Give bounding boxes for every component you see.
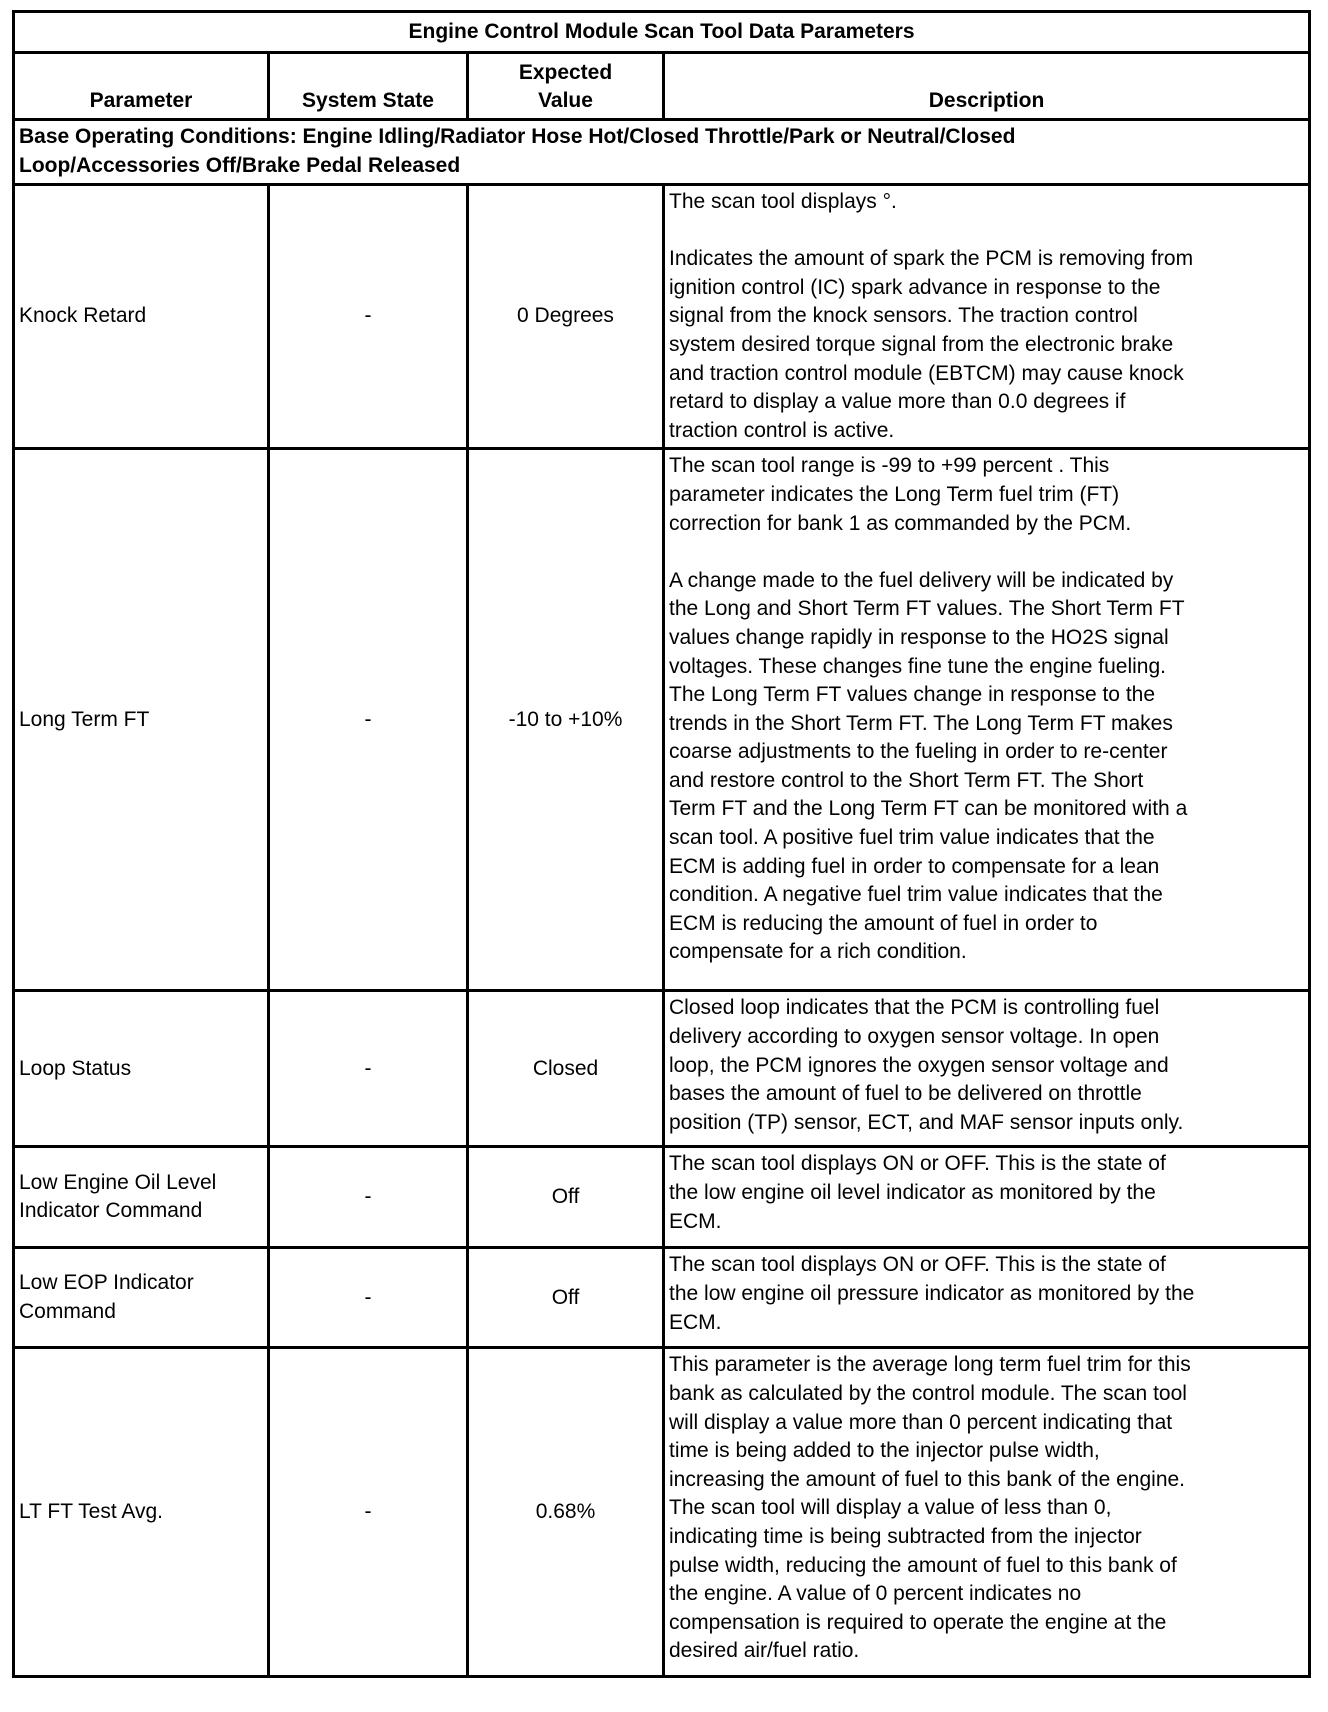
description-line: pulse width, reducing the amount of fuel to this bank of xyxy=(669,1553,1177,1577)
parameter-cell xyxy=(14,1348,269,1677)
description-line: the engine. A value of 0 percent indicates no xyxy=(669,1582,1082,1606)
expected-value-cell: 0 Degrees xyxy=(468,185,664,449)
header-value-line: Value xyxy=(538,89,593,113)
description-line: ECM is reducing the amount of fuel in order to xyxy=(669,911,1098,935)
description-line: compensate for a rich condition. xyxy=(669,940,967,964)
parameter-name: Indicator Command xyxy=(19,1199,203,1223)
description-line: trends in the Short Term FT. The Long Term FT makes xyxy=(669,711,1173,735)
description-line: A change made to the fuel delivery will be indicated by xyxy=(669,568,1174,592)
table-row xyxy=(14,991,1310,1147)
description-line: parameter indicates the Long Term fuel trim (FT) xyxy=(669,482,1120,506)
base-conditions-line: Loop/Accessories Off/Brake Pedal Released xyxy=(19,154,461,177)
description-line: coarse adjustments to the fueling in order to re-center xyxy=(669,740,1168,764)
description-line: ECM. xyxy=(669,1209,722,1233)
description-line: delivery according to oxygen sensor voltage. In open xyxy=(669,1024,1160,1048)
description-line: scan tool. A positive fuel trim value indicates that the xyxy=(669,826,1155,850)
table-row xyxy=(14,449,1310,991)
paragraph-gap xyxy=(669,217,1305,246)
description-line: bases the amount of fuel to be delivered on throttle xyxy=(669,1082,1142,1106)
description-line: ignition control (IC) spark advance in response to the xyxy=(669,275,1161,299)
system-state-cell: - xyxy=(269,1248,468,1348)
expected-value-cell: -10 to +10% xyxy=(468,449,664,991)
description-line: traction control is active. xyxy=(669,418,895,442)
table-title: Engine Control Module Scan Tool Data Parameters xyxy=(14,12,1310,53)
description-cell xyxy=(664,185,1310,449)
parameter-name: Long Term FT xyxy=(19,707,150,731)
description-line: position (TP) sensor, ECT, and MAF sensor inputs only. xyxy=(669,1110,1184,1134)
base-operating-conditions xyxy=(14,120,1310,185)
system-state-cell: - xyxy=(269,185,468,449)
description-line: the low engine oil level indicator as monitored by the xyxy=(669,1180,1156,1204)
description-line: bank as calculated by the control module. The scan tool xyxy=(669,1381,1187,1405)
parameter-cell xyxy=(14,449,269,991)
parameter-cell xyxy=(14,1147,269,1248)
parameter-cell xyxy=(14,1248,269,1348)
description-line: ECM. xyxy=(669,1310,722,1334)
description-line: The scan tool range is -99 to +99 percent . This xyxy=(669,454,1110,478)
scan-tool-data-table xyxy=(12,10,1311,1678)
description-line: the low engine oil pressure indicator as monitored by the xyxy=(669,1281,1195,1305)
header-system-state: System State xyxy=(269,53,468,120)
description-line: voltages. These changes fine tune the engine fueling. xyxy=(669,654,1166,678)
description-line: signal from the knock sensors. The traction control xyxy=(669,304,1138,328)
description-line: The scan tool displays °. xyxy=(669,190,897,213)
expected-value-cell: 0.68% xyxy=(468,1348,664,1677)
description-line: compensation is required to operate the engine at the xyxy=(669,1610,1167,1634)
header-row xyxy=(14,53,1310,120)
description-line: The scan tool will display a value of less than 0, xyxy=(669,1496,1112,1520)
expected-value-cell: Off xyxy=(468,1248,664,1348)
header-expected-line: Expected xyxy=(518,60,613,84)
system-state-cell: - xyxy=(269,991,468,1147)
description-line: and restore control to the Short Term FT. The Short xyxy=(669,768,1144,792)
description-line: increasing the amount of fuel to this bank of the engine. xyxy=(669,1467,1186,1491)
description-cell xyxy=(664,1248,1310,1348)
header-expected-value xyxy=(468,53,664,120)
description-line: the Long and Short Term FT values. The Short Term FT xyxy=(669,597,1185,621)
description-line: Closed loop indicates that the PCM is controlling fuel xyxy=(669,996,1160,1020)
table-row xyxy=(14,1348,1310,1677)
description-line: values change rapidly in response to the HO2S signal xyxy=(669,625,1169,649)
paragraph-gap xyxy=(669,538,1305,567)
parameter-cell xyxy=(14,185,269,449)
description-cell xyxy=(664,1348,1310,1677)
parameter-name: Command xyxy=(19,1299,116,1323)
table-row xyxy=(14,1147,1310,1248)
description-line: The scan tool displays ON or OFF. This is the state of xyxy=(669,1253,1166,1277)
description-line: indicating time is being subtracted from the injector xyxy=(669,1524,1142,1548)
description-line: system desired torque signal from the electronic brake xyxy=(669,332,1174,356)
description-line: will display a value more than 0 percent indicating that xyxy=(669,1410,1173,1434)
header-parameter: Parameter xyxy=(14,53,269,120)
header-description: Description xyxy=(664,53,1310,120)
description-line: loop, the PCM ignores the oxygen sensor voltage and xyxy=(669,1053,1169,1077)
system-state-cell: - xyxy=(269,449,468,991)
base-conditions-line: Base Operating Conditions: Engine Idling/Radiator Hose Hot/Closed Throttle/Park or Neutral/Closed xyxy=(19,125,1016,149)
description-cell xyxy=(664,991,1310,1147)
system-state-cell: - xyxy=(269,1348,468,1677)
system-state-cell: - xyxy=(269,1147,468,1248)
description-cell xyxy=(664,449,1310,991)
description-line: Term FT and the Long Term FT can be monitored with a xyxy=(669,797,1188,821)
table-row xyxy=(14,185,1310,449)
parameter-name: Knock Retard xyxy=(19,304,147,328)
parameter-name: Loop Status xyxy=(19,1056,132,1080)
description-line: correction for bank 1 as commanded by the PCM. xyxy=(669,511,1132,535)
description-cell xyxy=(664,1147,1310,1248)
description-line: time is being added to the injector pulse width, xyxy=(669,1439,1100,1463)
parameter-name: Low EOP Indicator xyxy=(19,1271,194,1295)
parameter-cell xyxy=(14,991,269,1147)
parameter-name: LT FT Test Avg. xyxy=(19,1500,163,1524)
description-line: The scan tool displays ON or OFF. This is the state of xyxy=(669,1152,1166,1176)
description-line: condition. A negative fuel trim value indicates that the xyxy=(669,883,1163,907)
expected-value-cell: Off xyxy=(468,1147,664,1248)
description-line: and traction control module (EBTCM) may cause knock xyxy=(669,361,1184,385)
expected-value-cell: Closed xyxy=(468,991,664,1147)
description-line: retard to display a value more than 0.0 degrees if xyxy=(669,390,1126,414)
description-line: The Long Term FT values change in response to the xyxy=(669,683,1156,707)
description-line: desired air/fuel ratio. xyxy=(669,1639,860,1663)
parameter-name: Low Engine Oil Level xyxy=(19,1170,217,1194)
description-line: This parameter is the average long term fuel trim for this xyxy=(669,1353,1191,1377)
description-line: ECM is adding fuel in order to compensate for a lean xyxy=(669,854,1160,878)
description-line: Indicates the amount of spark the PCM is removing from xyxy=(669,247,1194,271)
table-row xyxy=(14,1248,1310,1348)
